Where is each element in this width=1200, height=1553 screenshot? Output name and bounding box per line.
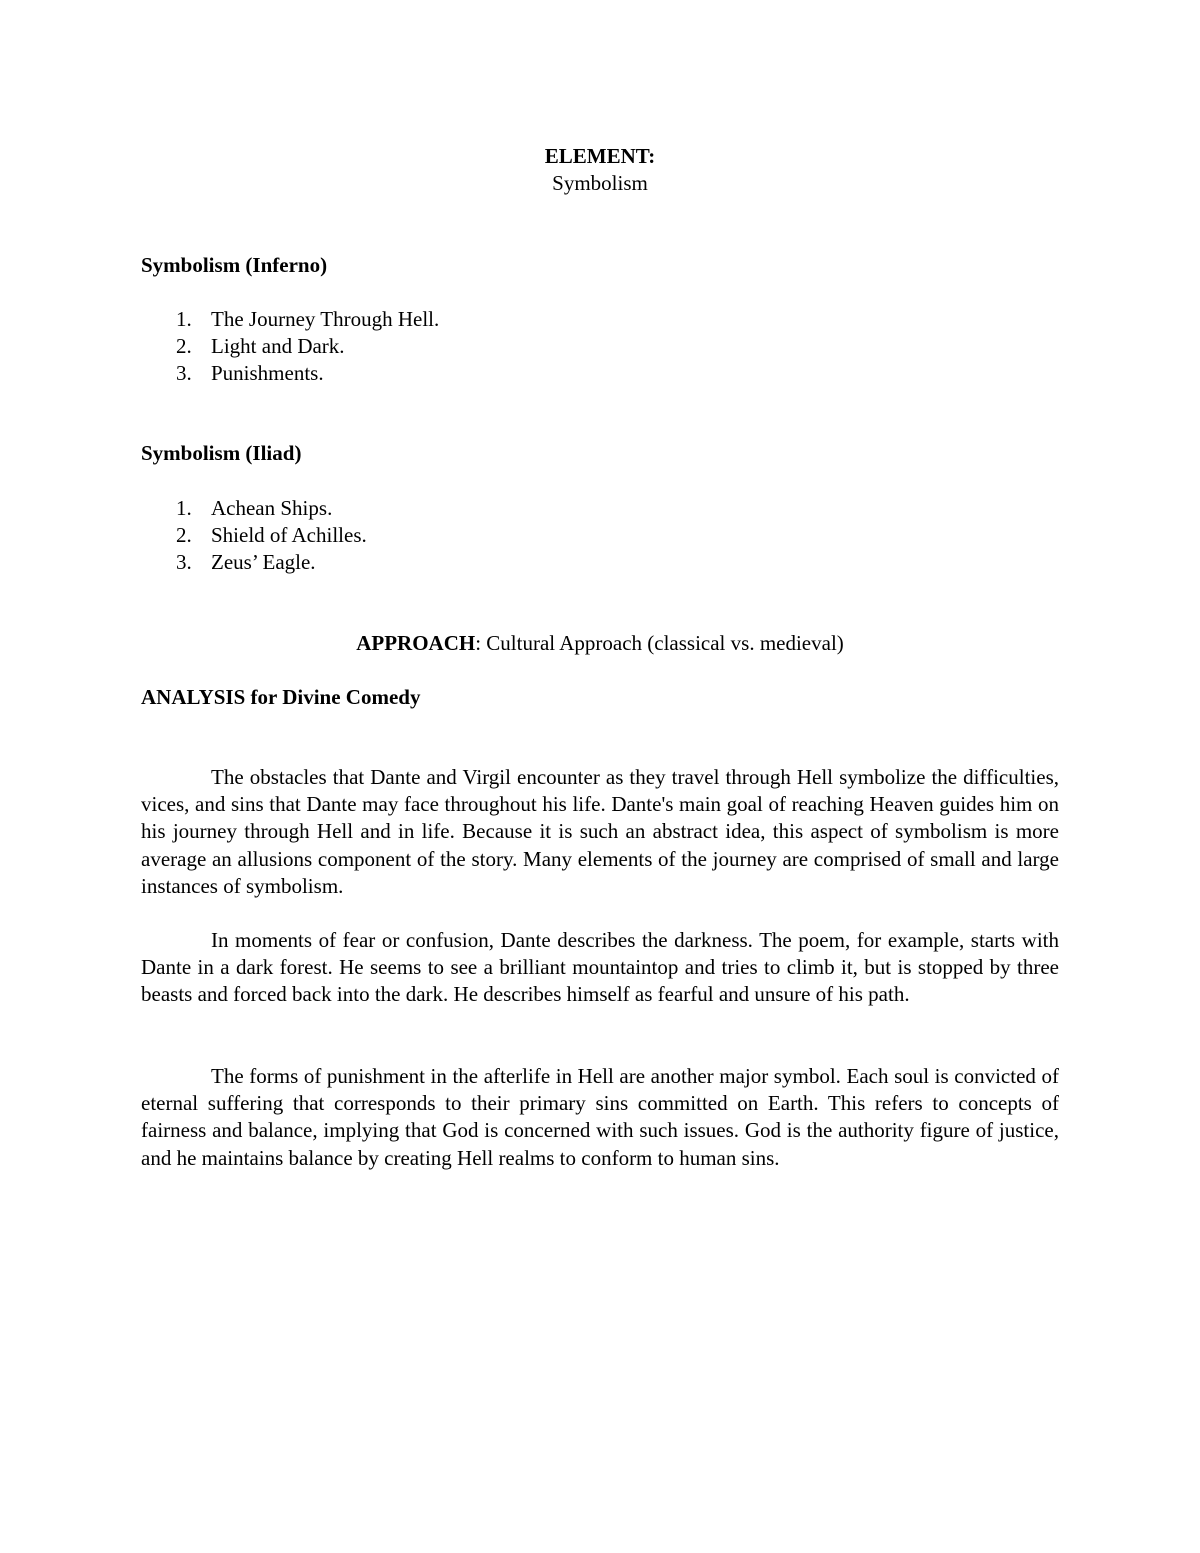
list-number: 1. xyxy=(176,496,192,520)
list-item xyxy=(141,333,439,360)
approach-line xyxy=(141,630,1059,657)
iliad-list xyxy=(141,495,367,576)
list-number: 3. xyxy=(176,550,192,574)
approach-label: APPROACH xyxy=(356,631,476,655)
inferno-heading: Symbolism (Inferno) xyxy=(141,253,328,277)
analysis-paragraph-3: The forms of punishment in the afterlife in Hell are another major symbol. Each soul is convicted of eternal suffering that corresponds to their primary sins committed on Earth. This refers to concepts of fairness and balance, implying that God is concerned with such issues. God is the authority figure of justice, and he maintains balance by creating Hell realms to conform to human sins. xyxy=(141,1064,1059,1170)
analysis-paragraph-1: The obstacles that Dante and Virgil encounter as they travel through Hell symbolize the difficulties, vices, and sins that Dante may face throughout his life. Dante's main goal of reaching Heaven guides him on his journey through Hell and in life. Because it is such an abstract idea, this aspect of symbolism is more average an allusions component of the story. Many elements of the journey are comprised of small and large instances of symbolism. xyxy=(141,765,1059,898)
inferno-list xyxy=(141,306,439,387)
element-label: ELEMENT: xyxy=(544,144,656,168)
list-item-text: Shield of Achilles. xyxy=(211,523,367,547)
list-item xyxy=(141,306,439,333)
list-item xyxy=(141,360,439,387)
list-item-text: Punishments. xyxy=(211,361,324,385)
list-number: 2. xyxy=(176,523,192,547)
list-number: 2. xyxy=(176,334,192,358)
list-item xyxy=(141,549,367,576)
list-item-text: Achean Ships. xyxy=(211,496,333,520)
list-number: 3. xyxy=(176,361,192,385)
analysis-heading: ANALYSIS for Divine Comedy xyxy=(141,685,421,709)
document-page xyxy=(141,0,1059,1553)
list-number: 1. xyxy=(176,307,192,331)
analysis-paragraph-2: In moments of fear or confusion, Dante describes the darkness. The poem, for example, starts with Dante in a dark forest. He seems to see a brilliant mountaintop and tries to climb it, but is stopped by three beasts and forced back into the dark. He describes himself as fearful and unsure of his path. xyxy=(141,928,1059,1007)
list-item xyxy=(141,522,367,549)
element-value: Symbolism xyxy=(552,171,648,195)
approach-text: : Cultural Approach (classical vs. medieval) xyxy=(475,631,844,655)
iliad-heading: Symbolism (Iliad) xyxy=(141,441,302,465)
list-item-text: The Journey Through Hell. xyxy=(211,307,440,331)
list-item-text: Light and Dark. xyxy=(211,334,345,358)
list-item xyxy=(141,495,367,522)
list-item-text: Zeus’ Eagle. xyxy=(211,550,316,574)
